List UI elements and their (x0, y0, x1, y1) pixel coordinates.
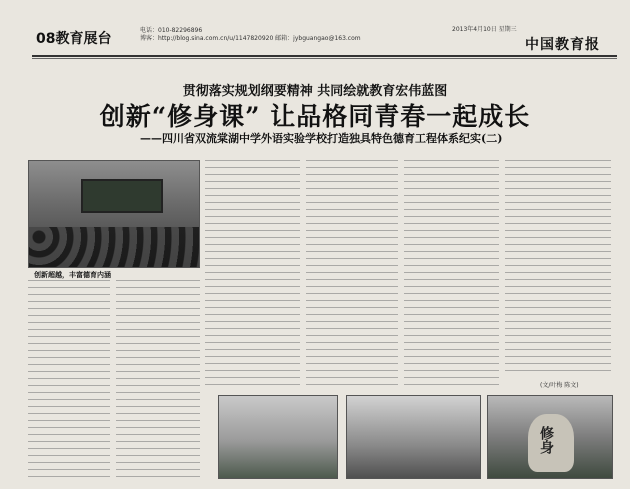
issue-date: 2013年4月10日 星期三 (452, 26, 517, 33)
blackboard (81, 179, 163, 213)
campus-photo-2 (346, 395, 481, 479)
main-headline: 创新“修身课” 让品格同青春一起成长 (99, 102, 531, 131)
section-title: 08教育展台 (36, 31, 112, 47)
students (29, 227, 199, 267)
classroom-photo (28, 160, 200, 268)
subtitle: ——四川省双流棠湖中学外语实验学校打造独具特色德育工程体系纪实(二) (140, 132, 503, 145)
masthead (0, 22, 630, 56)
rock-inscription: 修身 (538, 426, 554, 454)
text-column-2 (116, 280, 200, 480)
section-heading: 创新超越，丰富德育内涵 (34, 271, 111, 279)
author-credit: (文/叶梅 陈文) (540, 382, 579, 389)
newspaper-logo: 中国教育报 (525, 37, 600, 53)
blog-email: 博客：http://blog.sina.com.cn/u/1147820920 邮箱：jybguangao@163.com (140, 35, 361, 42)
contact-info (140, 27, 361, 43)
text-column-6 (505, 160, 611, 375)
text-column-3 (205, 160, 300, 390)
campus-photo-1 (218, 395, 338, 479)
kicker-headline: 贯彻落实规划纲要精神 共同绘就教育宏伟蓝图 (182, 84, 448, 99)
text-column-4 (306, 160, 398, 390)
masthead-rule-thin (32, 58, 617, 59)
text-column-5 (404, 160, 499, 390)
engraved-rock (528, 414, 574, 472)
campus-photo-3 (487, 395, 613, 479)
phone: 电话：010-82296896 (140, 27, 203, 34)
masthead-rule (32, 55, 617, 57)
text-column-1 (28, 280, 110, 480)
